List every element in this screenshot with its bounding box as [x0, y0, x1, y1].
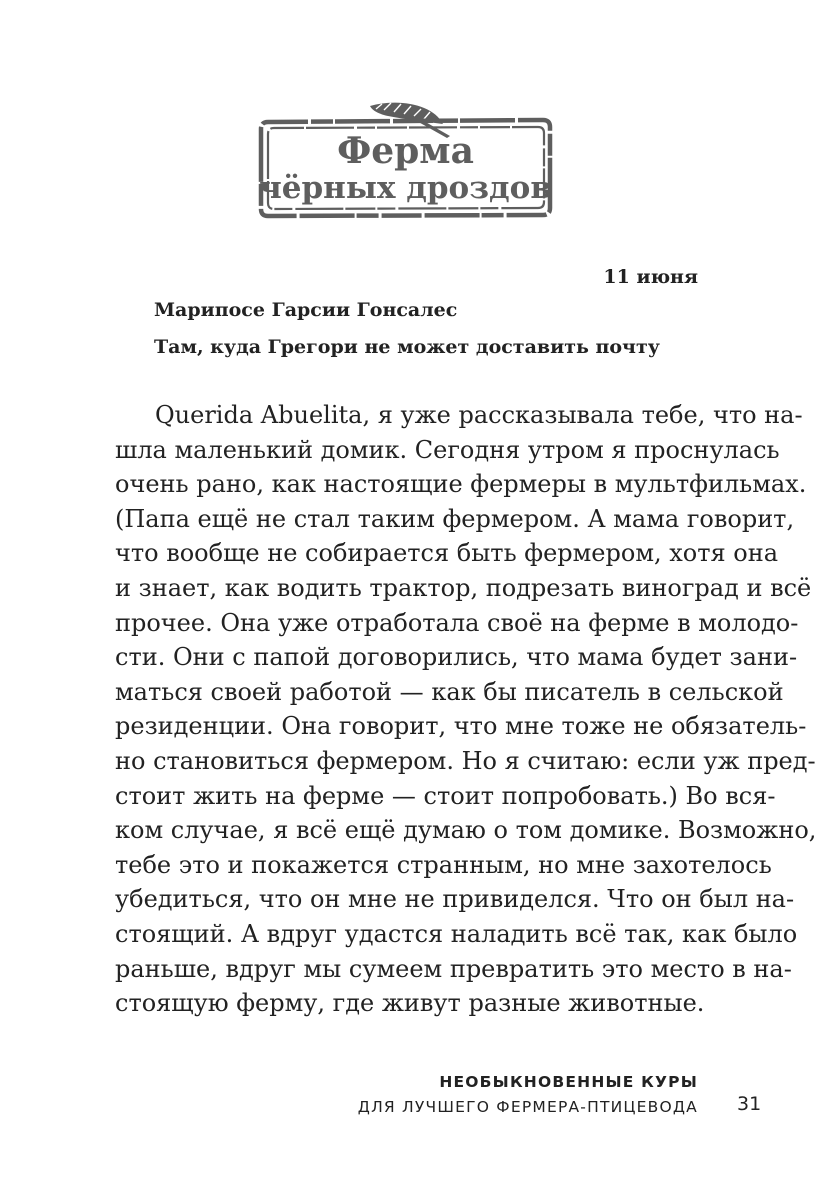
body-line: но становиться фермером. Но я считаю: если уж пред-: [115, 746, 816, 775]
body-line: стоящий. А вдруг удастся наладить всё так, как было: [115, 919, 798, 948]
body-line: сти. Они с папой договорились, что мама будет зани-: [115, 643, 798, 672]
body-line: и знает, как водить трактор, подрезать виноград и всё: [115, 573, 812, 602]
body-line: тебе это и покажется странным, но мне захотелось: [115, 850, 772, 879]
letter-recipient: Марипосе Гарсии Гонсалес: [154, 299, 458, 321]
body-line: убедиться, что он мне не привиделся. Что он был на-: [115, 885, 795, 914]
body-line: раньше, вдруг мы сумеем превратить это место в на-: [115, 954, 792, 983]
logo-line-1: Ферма: [337, 130, 474, 172]
letter-address: Там, куда Грегори не может доставить почту: [154, 336, 660, 358]
running-footer-subtitle: ДЛЯ ЛУЧШЕГО ФЕРМЕРА-ПТИЦЕВОДА: [357, 1098, 698, 1116]
body-line: (Папа ещё не стал таким фермером. А мама говорит,: [115, 504, 795, 533]
logo-line-2: чёрных дроздов: [259, 170, 552, 206]
body-line: резиденции. Она говорит, что мне тоже не обязатель-: [115, 712, 807, 741]
body-line: что вообще не собирается быть фермером, хотя она: [115, 539, 779, 568]
body-line: стоит жить на ферме — стоит попробовать.) Во вся-: [115, 781, 776, 810]
body-line: Querida Abuelita, я уже рассказывала тебе, что на-: [155, 401, 803, 429]
body-line: прочее. Она уже отработала своё на ферме в молодо-: [115, 608, 799, 637]
body-line: ком случае, я всё ещё думаю о том домике. Возможно,: [115, 816, 817, 845]
body-line: стоящую ферму, где живут разные животные.: [115, 989, 705, 1018]
body-line: маться своей работой — как бы писатель в сельской: [115, 677, 784, 706]
page-number: 31: [737, 1093, 762, 1115]
letter-body: [115, 398, 817, 1021]
body-line: шла маленький домик. Сегодня утром я проснулась: [115, 435, 780, 464]
letter-date: 11 июня: [603, 266, 698, 288]
running-footer-title: НЕОБЫКНОВЕННЫЕ КУРЫ: [439, 1073, 698, 1091]
chapter-stamp-logo: [258, 100, 553, 220]
body-line: очень рано, как настоящие фермеры в мультфильмах.: [115, 470, 807, 499]
